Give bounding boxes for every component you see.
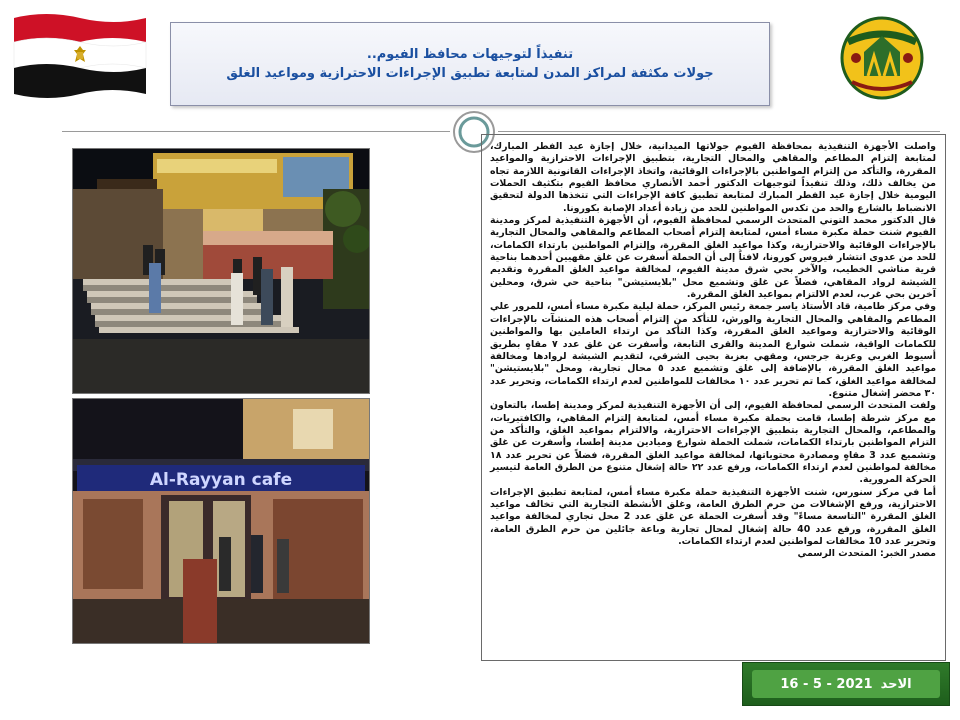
divider-left xyxy=(62,131,450,132)
article-source: مصدر الخبر: المتحدث الرسمي xyxy=(797,548,936,560)
header-title-box xyxy=(170,22,770,106)
fayoum-governorate-logo xyxy=(834,12,930,104)
headline-main: جولات مكثفة لمراكز المدن لمتابعة تطبيق الإجراءات الاحترازية ومواعيد الغلق xyxy=(226,66,714,81)
article-paragraph: وفي مركز طامية، قاد الأستاذ ياسر جمعة رئيس المركز، حملة ليلية مكبرة مساء أمس، للمرور علي المطاعم والمقاهي والمحال التجارية والورش، للتأكد من إلتزام أصحاب هذه المنشآت بالإجراءات الوقائية والاحترازية ومواعيد الغلق المقررة، وكذا التأكد من ارتداء العاملين بها والمواطنين للكمامات الواقية، شملت شوارع المدينة والقرى التابعة، وأسفرت عن غلق عدد ٧ مقاهٍ بطريق أسيوط الغربي وعزبة جرجس، ومقهي بعزبة بحيى الشرقي، لتقديم الشيشة لروادها ومخالفة مواعيد الغلق المقررة، بالإضافة إلى غلق وتشميع عدد ٥ محال تجارية، ومحل "بلايستيشن" لمخالفة مواعيد الغلق، كما تم تحرير عدد ١٠ مخالفات للمواطنين لعدم ارتداء الكمامات، وتحرير عدد ٣٠ محضر إشغال متنوع. xyxy=(490,301,936,399)
article-paragraph: ولفت المتحدث الرسمي لمحافظة الفيوم، إلى أن الأجهزة التنفيذية لمركز ومدينة إطسا، بالتعاون مع مركز شرطة إطسا، قامت بحملة مكبرة مساء أمس، لمتابعة إلتزام المقاهي، والكافتيريات، والمطاعم، والمحال التجارية بتطبيق الإجراءات الاحترازية، والالتزام بمواعيد الغلق، والتأكد من التزام المواطنين بارتداء الكمامات، شملت الحملة شوارع وميادين مدينة إطسا، وأسفرت عن غلق وتشميع عدد 3 مقاهٍ ومصادرة محتوياتها، لمخالفة مواعيد الغلق المقررة، فضلاً عن تحرير عدد ١٨ مخالفة لمواطنين لعدم ارتداء الكمامات، ورفع عدد ٢٢ حالة إشغال متنوع من الطرق العامة لتيسير الحركة المرورية. xyxy=(490,400,937,486)
day-label: الاحد xyxy=(880,676,912,692)
date-badge xyxy=(742,662,950,706)
egypt-flag-icon xyxy=(12,10,148,102)
photo-street-steps xyxy=(72,148,370,394)
photo-cafe-storefront xyxy=(72,398,370,644)
article-body xyxy=(481,134,946,661)
article-paragraph: واصلت الأجهزة التنفيذية بمحافظة الفيوم جولاتها الميدانية، خلال إجازة عيد الفطر المبارك، لمتابعة إلتزام المطاعم والمقاهي والمحال التجارية، بتطبيق الإجراءات الاحترازية والمواعيد المقررة، والتأكد من إلتزام المواطنين بالإجراءات الوقائية، واتخاذ الإجراءات القانونية اللازمة تجاه من يخالف ذلك، وذلك تنفيذاً لتوجيهات الدكتور أحمد الأنصاري محافظ الفيوم بتكثيف الحملات اليومية خلال إجازة عيد الفطر المبارك لمتابعة تطبيق كافة الإجراءات التي تتخذها الدولة لتحقيق الانضباط بالشارع والحد من تكدس المواطنين للحد من زيادة أعداد الإصابة بكورونا. xyxy=(490,141,936,214)
cafe-sign-text: Al-Rayyan cafe xyxy=(149,470,293,490)
headline-intro: تنفيذاً لتوجيهات محافظ الفيوم.. xyxy=(366,47,574,62)
divider-right xyxy=(498,131,940,132)
date-label: 16 - 5 - 2021 xyxy=(780,676,873,692)
night-street-steps-photo xyxy=(73,149,369,393)
article-paragraph: قال الدكتور محمد التوني المتحدث الرسمي لمحافظة الفيوم، أن الأجهزة التنفيذية لمركز ومدينة الفيوم شنت حملة مكبرة مساء أمس، لمتابعة إلتزام أصحاب المطاعم والمقاهي والمحال التجارية بالإجراءات الوقائية والاحترازية، وكذا مواعيد الغلق المقررة، وإلتزام المواطنين بارتداء الكمامات، للحد من عدوى انتشار فيروس كورونا، لافتاً إلى أن الحملة أسفرت عن غلق مقهيين أحدهما بناحية قرية مناشي الخطيب، والآخر بحي شرق مدينة الفيوم، لمخالفة مواعيد الغلق المقررة وتقديم الشيشة لرواد المقاهي، فضلاً عن غلق وتشميع محل "بلايستيشن" بناحية حي شرق، ومحلين آخرين بحي غرب، لعدم الالتزام بمواعيد الغلق المقررة. xyxy=(490,215,936,301)
article-paragraph: أما في مركز سنورس، شنت الأجهزة التنفيذية حملة مكبرة مساء أمس، لمتابعة تطبيق الإجراءات الاحترازية، ورفع الإشغالات من حرم الطرق العامة، وغلق الأنشطة التجارية التي تخالف مواعيد الغلق المقررة "التاسعة مساءً" وقد أسفرت الحملة عن غلق عدد 2 محل تجاري لمخالفة مواعيد الغلق المقررة، ورفع عدد 40 حالة إشغال لمحال تجارية وباعة جائلين من حرم الطرق العامة، وتحرير عدد 10 مخالفات لمواطنين لعدم ارتداء الكمامات. xyxy=(490,486,936,547)
cafe-storefront-photo xyxy=(73,399,369,643)
